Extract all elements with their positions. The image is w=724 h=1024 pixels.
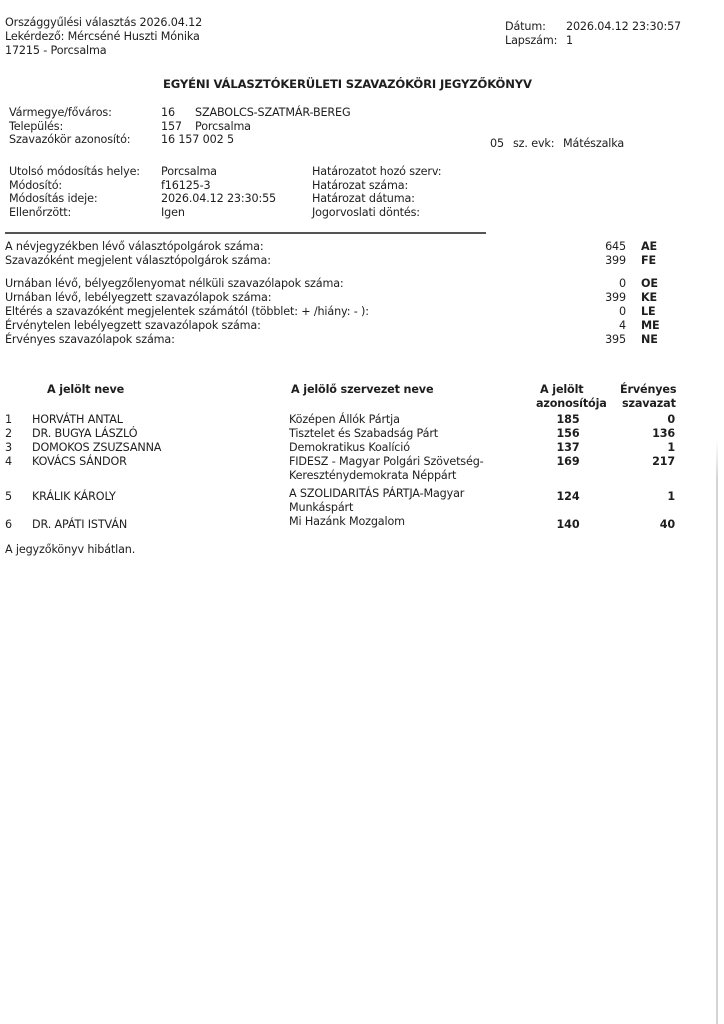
decision-number-label: Határozat száma:: [312, 178, 409, 192]
county-name: SZABOLCS-SZATMÁR-BEREG: [195, 106, 351, 119]
footer-note: A jegyzőkönyv hibátlan.: [5, 543, 136, 556]
stat-label: Érvényes szavazólapok száma:: [5, 333, 175, 346]
election-name: Országgyűlési választás 2026.04.12: [5, 16, 203, 29]
stat-value: 395: [605, 333, 626, 346]
checked-label: Ellenőrzött:: [9, 205, 72, 219]
settlement-code: 157: [161, 119, 182, 133]
stat-code: AE: [641, 240, 658, 253]
candidate-id: 124: [556, 490, 580, 503]
candidate-id: 169: [556, 455, 580, 468]
stat-label: Eltérés a szavazóként megjelentek számától (többlet: + /hiány: - ):: [5, 305, 369, 318]
valid-votes: 40: [659, 518, 675, 531]
stat-label: Urnában lévő, lebélyegzett szavazólapok száma:: [5, 291, 272, 304]
row-number: 2: [5, 427, 12, 440]
stat-label: Urnában lévő, bélyegzőlenyomat nélküli szavazólapok száma:: [5, 277, 344, 290]
stat-label: Érvénytelen lebélyegzett szavazólapok száma:: [5, 319, 261, 332]
divider: [5, 232, 486, 234]
stat-value: 4: [619, 319, 626, 332]
district-number: 05: [490, 137, 504, 150]
candidate-name: DOMOKOS ZSUZSANNA: [32, 441, 162, 454]
date-value: 2026.04.12 23:30:57: [566, 20, 682, 33]
station-id: 16 157 002 5: [161, 133, 234, 146]
mod-time-value: 2026.04.12 23:30:55: [161, 192, 277, 205]
stat-value: 0: [619, 277, 626, 290]
decision-date-label: Határozat dátuma:: [312, 192, 415, 205]
candidate-id: 137: [556, 441, 580, 454]
stat-value: 399: [605, 254, 626, 267]
organization-name: Demokratikus Koalíció: [289, 441, 410, 454]
mod-place-label: Utolsó módosítás helye:: [9, 165, 140, 178]
modifier-value: f16125-3: [161, 178, 211, 192]
candidate-name: HORVÁTH ANTAL: [32, 413, 123, 426]
header-location: 17215 - Porcsalma: [5, 44, 107, 57]
stat-code: ME: [641, 319, 660, 332]
stat-value: 0: [619, 305, 626, 318]
stat-label: A névjegyzékben lévő választópolgárok száma:: [5, 240, 264, 253]
stat-value: 399: [605, 291, 626, 304]
appeal-label: Jogorvoslati döntés:: [312, 205, 420, 219]
candidate-id: 185: [556, 413, 580, 426]
organization-name: A SZOLIDARITÁS PÁRTJA-Magyar: [289, 487, 465, 500]
candidate-name: DR. APÁTI ISTVÁN: [32, 518, 128, 531]
checked-value: Igen: [161, 205, 185, 219]
header-organization: A jelölő szervezet neve: [291, 383, 434, 396]
station-label: Szavazókör azonosító:: [9, 133, 131, 146]
stat-code: FE: [641, 254, 656, 267]
valid-votes: 136: [652, 427, 675, 440]
organization-name: FIDESZ - Magyar Polgári Szövetség-: [289, 455, 484, 468]
date-label: Dátum:: [505, 20, 546, 33]
stat-code: LE: [641, 305, 656, 318]
mod-place-value: Porcsalma: [161, 165, 217, 178]
candidate-name: KOVÁCS SÁNDOR: [32, 455, 127, 468]
valid-votes: 1: [667, 490, 675, 503]
header-candidate-name: A jelölt neve: [47, 383, 125, 396]
candidate-id: 156: [556, 427, 580, 440]
district-name: Mátészalka: [563, 137, 625, 150]
settlement-name: Porcsalma: [195, 119, 251, 133]
organization-name: Mi Hazánk Mozgalom: [289, 515, 405, 528]
organization-name: Középen Állók Pártja: [289, 413, 400, 426]
header-candidate-id-1: A jelölt: [540, 383, 584, 396]
stat-code: KE: [641, 291, 658, 304]
requester: Lekérdező: Mércséné Huszti Mónika: [5, 30, 200, 43]
candidate-name: KRÁLIK KÁROLY: [32, 490, 116, 503]
page-label: Lapszám:: [505, 34, 558, 47]
valid-votes: 1: [667, 441, 675, 454]
stat-code: OE: [641, 277, 658, 290]
stat-value: 645: [605, 240, 626, 253]
valid-votes: 217: [652, 455, 675, 468]
organization-name: Tisztelet és Szabadság Párt: [289, 427, 439, 440]
header-votes-1: Érvényes: [620, 383, 677, 396]
row-number: 3: [5, 441, 12, 454]
county-code: 16: [161, 106, 175, 119]
district-label: sz. evk:: [513, 137, 555, 150]
stat-label: Szavazóként megjelent választópolgárok száma:: [5, 254, 271, 267]
row-number: 5: [5, 490, 12, 503]
row-number: 1: [5, 413, 12, 426]
document-title: EGYÉNI VÁLASZTÓKERÜLETI SZAVAZÓKÖRI JEGYZŐKÖNYV: [163, 77, 532, 91]
header-candidate-id-2: azonosítója: [536, 397, 607, 410]
mod-time-label: Módosítás ideje:: [9, 192, 98, 205]
modifier-label: Módosító:: [9, 178, 63, 192]
settlement-label: Település:: [9, 119, 64, 133]
scan-edge-line: [716, 440, 718, 1024]
candidate-id: 140: [556, 518, 580, 531]
county-label: Vármegye/főváros:: [9, 106, 112, 119]
page-value: 1: [566, 34, 573, 47]
header-votes-2: szavazat: [622, 397, 676, 410]
stat-code: NE: [641, 333, 658, 346]
decision-body-label: Határozatot hozó szerv:: [312, 165, 442, 178]
valid-votes: 0: [667, 413, 675, 426]
row-number: 4: [5, 455, 12, 468]
row-number: 6: [5, 518, 12, 531]
organization-name-cont: Kereszténydemokrata Néppárt: [289, 469, 457, 482]
organization-name-cont: Munkáspárt: [289, 501, 354, 514]
candidate-name: DR. BUGYA LÁSZLÓ: [32, 427, 138, 440]
